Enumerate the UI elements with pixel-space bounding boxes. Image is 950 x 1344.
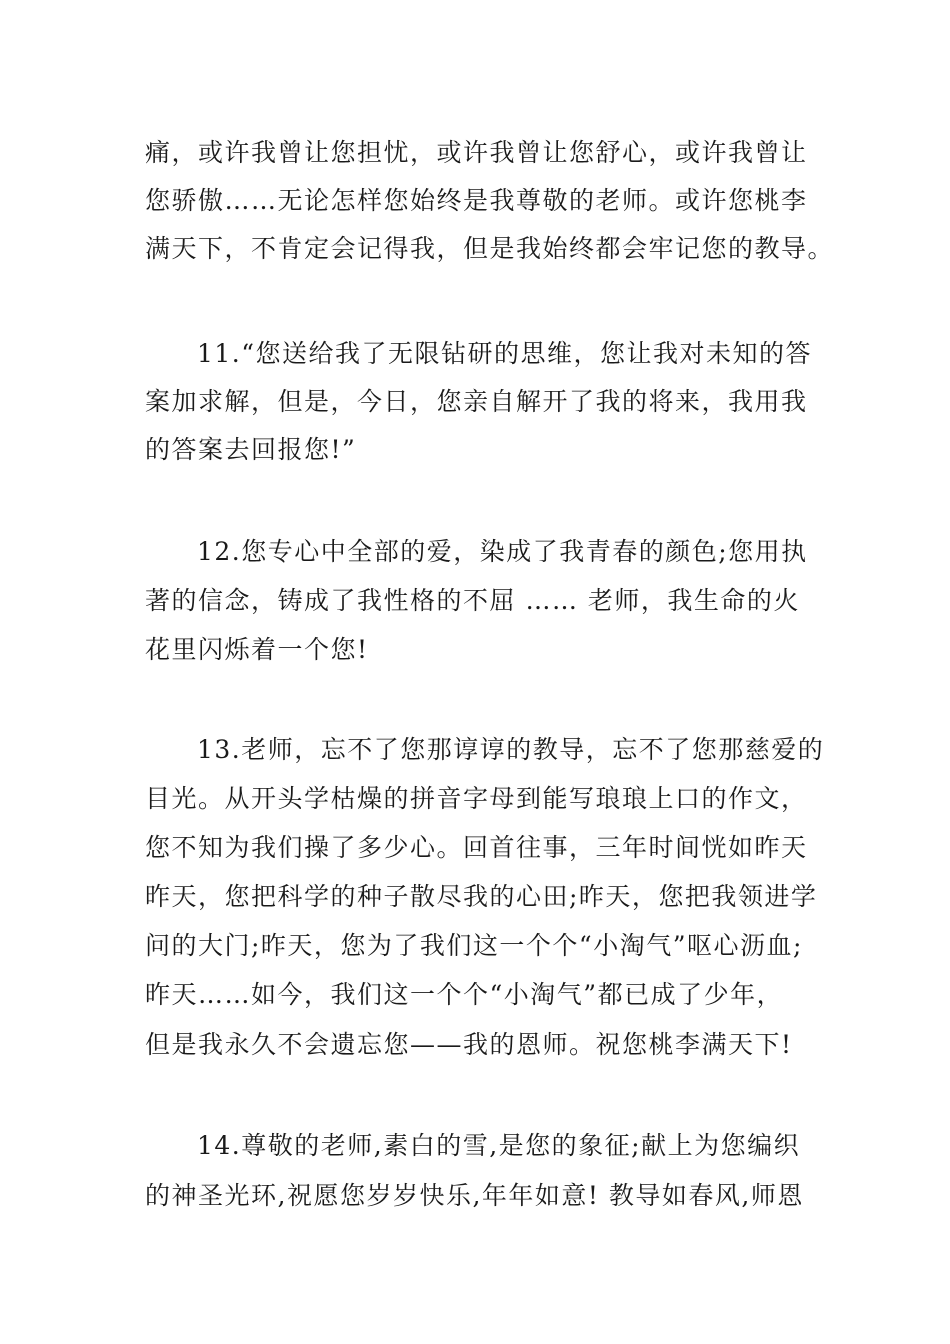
paragraph-13-line-6: 昨天……如今，我们这一个个“小淘气”都已成了少年， <box>145 980 784 1009</box>
paragraph-13-line-3: 您不知为我们操了多少心。回首往事，三年时间恍如昨天 <box>145 833 808 862</box>
paragraph-13-line-4: 昨天，您把科学的种子散尽我的心田;昨天，您把我领进学 <box>145 882 818 911</box>
paragraph-12-line-3: 花里闪烁着一个您! <box>145 635 369 664</box>
paragraph-10-line-3: 满天下，不肯定会记得我，但是我始终都会牢记您的教导。 <box>145 234 835 263</box>
paragraph-10-line-1: 痛，或许我曾让您担忧，或许我曾让您舒心，或许我曾让 <box>145 138 808 167</box>
paragraph-10-line-2: 您骄傲……无论怎样您始终是我尊敬的老师。或许您桃李 <box>145 186 808 215</box>
paragraph-13-line-2: 目光。从开头学枯燥的拼音字母到能写琅琅上口的作文， <box>145 784 808 813</box>
paragraph-11-line-1: 11.“您送给我了无限钻研的思维，您让我对未知的答 <box>197 339 813 368</box>
paragraph-13-line-1: 13.老师，忘不了您那谆谆的教导，忘不了您那慈爱的 <box>197 735 825 764</box>
paragraph-13-line-5: 问的大门;昨天，您为了我们这一个个“小淘气”呕心沥血; <box>145 931 803 960</box>
paragraph-14-line-1: 14.尊敬的老师,素白的雪,是您的象征;献上为您编织 <box>197 1131 801 1160</box>
paragraph-11-line-2: 案加求解，但是，今日，您亲自解开了我的将来，我用我 <box>145 387 808 416</box>
paragraph-14-line-2: 的神圣光环,祝愿您岁岁快乐,年年如意! 教导如春风,师恩 <box>145 1181 804 1210</box>
paragraph-13-line-7: 但是我永久不会遗忘您——我的恩师。祝您桃李满天下! <box>145 1030 793 1059</box>
paragraph-12-line-1: 12.您专心中全部的爱，染成了我青春的颜色;您用执 <box>197 537 808 566</box>
paragraph-11-line-3: 的答案去回报您!” <box>145 435 357 464</box>
paragraph-12-line-2: 著的信念，铸成了我性格的不屈 …… 老师，我生命的火 <box>145 586 800 615</box>
